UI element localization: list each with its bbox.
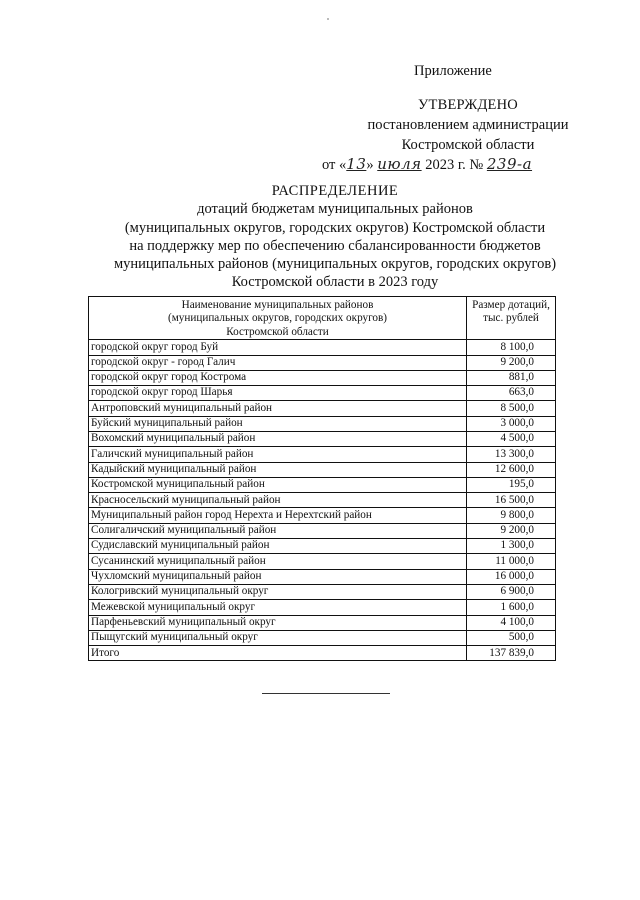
row-value: 881,0 [467,370,556,385]
row-value: 13 300,0 [467,447,556,462]
header-name-line3: Костромской области [226,325,329,338]
table-row [89,569,556,584]
row-value: 3 000,0 [467,416,556,431]
approved-by-line1: постановлением администрации [367,117,569,133]
row-name: Парфеньевский муниципальный округ [89,615,467,630]
title-line4: муниципальных районов (муниципальных округов, городских округов) [113,256,557,273]
date-year: 2023 г. № [421,157,487,173]
row-value: 663,0 [467,386,556,401]
table-row [89,523,556,538]
row-value: 9 800,0 [467,508,556,523]
table-row [89,447,556,462]
row-name: Костромской муниципальный район [89,477,467,492]
table-row [89,386,556,401]
header-value-line2: тыс. рублей [483,312,539,325]
decree-number-handwritten: 239-а [486,155,533,173]
row-value: 8 500,0 [467,401,556,416]
table-row [89,416,556,431]
approval-block [318,95,618,155]
table-row [89,340,556,355]
date-month-handwritten: июля [377,155,422,173]
table-row [89,401,556,416]
row-value: 500,0 [467,630,556,645]
row-value: 1 300,0 [467,539,556,554]
table-row [89,477,556,492]
row-name: городской округ город Буй [89,340,467,355]
total-label: Итого [89,646,467,661]
row-value: 16 000,0 [467,569,556,584]
row-value: 4 500,0 [467,432,556,447]
header-name-line2: (муниципальных округов, городских округов) [167,312,388,325]
row-value: 9 200,0 [467,355,556,370]
document-title [95,182,575,292]
row-name: Пыщугский муниципальный округ [89,630,467,645]
table-row [89,462,556,477]
row-name: Сусанинский муниципальный район [89,554,467,569]
table-header-row [89,297,556,340]
approved-by-line2: Костромской области [401,137,535,153]
row-name: Кологривский муниципальный округ [89,584,467,599]
table-row [89,355,556,370]
row-name: Муниципальный район город Нерехта и Нерехтский район [89,508,467,523]
distribution-table [88,296,556,661]
row-name: Антроповский муниципальный район [89,401,467,416]
row-name: Солигаличский муниципальный район [89,523,467,538]
table-row [89,554,556,569]
total-row [89,646,556,661]
header-value-line1: Размер дотаций, [472,299,550,311]
table-row [89,584,556,599]
scan-speck [327,18,329,20]
row-name: Вохомский муниципальный район [89,432,467,447]
row-value: 4 100,0 [467,615,556,630]
row-name: городской округ город Шарья [89,386,467,401]
date-day-handwritten: 13 [346,155,367,173]
header-name-line1: Наименование муниципальных районов [181,299,374,311]
row-name: Кадыйский муниципальный район [89,462,467,477]
row-name: городской округ город Кострома [89,370,467,385]
row-name: Межевской муниципальный округ [89,600,467,615]
row-name: городской округ - город Галич [89,355,467,370]
row-name: Судиславский муниципальный район [89,539,467,554]
table-row [89,615,556,630]
header-value-cell [467,297,556,340]
row-name: Галичский муниципальный район [89,447,467,462]
row-value: 8 100,0 [467,340,556,355]
date-prefix: от « [322,157,347,173]
table-row [89,600,556,615]
table-body [89,340,556,661]
row-value: 11 000,0 [467,554,556,569]
table-row [89,432,556,447]
row-value: 16 500,0 [467,493,556,508]
row-name: Чухломский муниципальный район [89,569,467,584]
row-value: 6 900,0 [467,584,556,599]
header-name-cell [89,297,467,340]
title-line5: Костромской области в 2023 году [231,274,439,291]
row-name: Буйский муниципальный район [89,416,467,431]
closing-rule [262,693,390,694]
appendix-label: Приложение [414,63,492,79]
table-row [89,508,556,523]
total-value: 137 839,0 [467,646,556,661]
row-value: 1 600,0 [467,600,556,615]
row-name: Красносельский муниципальный район [89,493,467,508]
table-row [89,630,556,645]
table-row [89,493,556,508]
title-heading: РАСПРЕДЕЛЕНИЕ [271,183,399,199]
approved-label: УТВЕРЖДЕНО [418,97,518,113]
date-mid: » [366,157,378,173]
title-line1: дотаций бюджетам муниципальных районов [197,201,473,218]
title-line2: (муниципальных округов, городских округов) Костромской области [124,219,546,236]
row-value: 195,0 [467,477,556,492]
table-row [89,539,556,554]
row-value: 9 200,0 [467,523,556,538]
row-value: 12 600,0 [467,462,556,477]
title-line3: на поддержку мер по обеспечению сбалансированности бюджетов [129,237,541,254]
decree-date-line [322,155,622,174]
table-row [89,370,556,385]
